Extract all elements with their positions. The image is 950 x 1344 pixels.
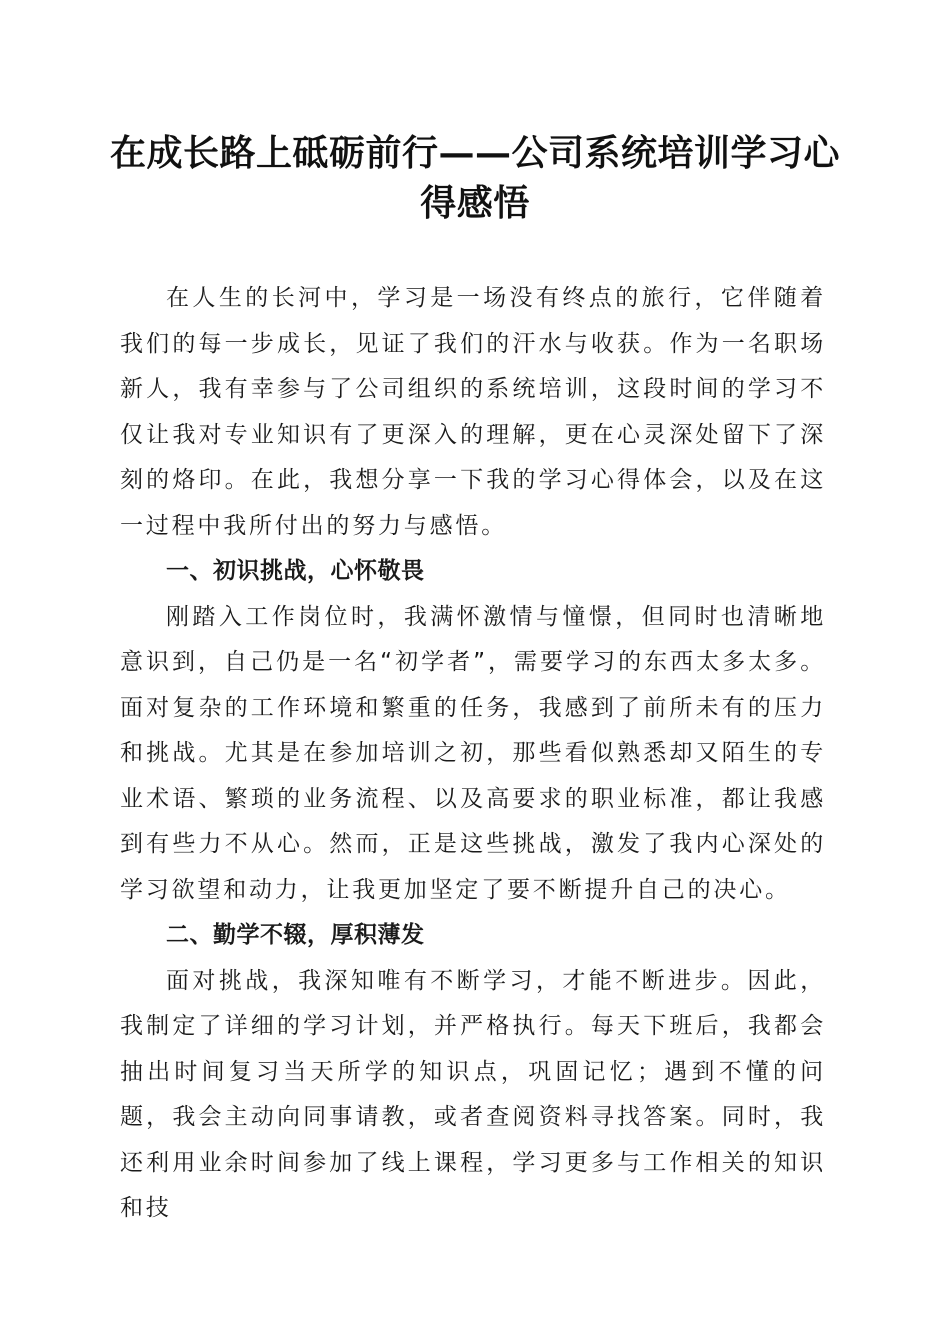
paragraph-section-2: 面对挑战，我深知唯有不断学习，才能不断进步。因此，我制定了详细的学习计划，并严格执行。每天下班后，我都会抽出时间复习当天所学的知识点，巩固记忆；遇到不懂的问题，我会主动向同事请教，或者查阅资料寻找答案。同时，我还利用业余时间参加了线上课程，学习更多与工作相关的知识和技	[120, 967, 826, 1221]
paragraph-intro: 在人生的长河中，学习是一场没有终点的旅行，它伴随着我们的每一步成长，见证了我们的汗水与收获。作为一名职场新人，我有幸参与了公司组织的系统培训，这段时间的学习不仅让我对专业知识有了更深入的理解，更在心灵深处留下了深刻的烙印。在此，我想分享一下我的学习心得体会，以及在这一过程中我所付出的努力与感悟。	[120, 285, 826, 539]
document-body	[120, 276, 826, 1232]
section-heading-1: 一、初识挑战，心怀敬畏	[166, 558, 425, 584]
section-heading-2: 二、勤学不辍，厚积薄发	[166, 922, 425, 948]
paragraph-section-1: 刚踏入工作岗位时，我满怀激情与憧憬，但同时也清晰地意识到，自己仍是一名“初学者”，需要学习的东西太多太多。面对复杂的工作环境和繁重的任务，我感到了前所未有的压力和挑战。尤其是在参加培训之初，那些看似熟悉却又陌生的专业术语、繁琐的业务流程、以及高要求的职业标准，都让我感到有些力不从心。然而，正是这些挑战，激发了我内心深处的学习欲望和动力，让我更加坚定了要不断提升自己的决心。	[120, 603, 826, 903]
document-title: 在成长路上砥砺前行——公司系统培训学习心得感悟	[109, 132, 840, 224]
